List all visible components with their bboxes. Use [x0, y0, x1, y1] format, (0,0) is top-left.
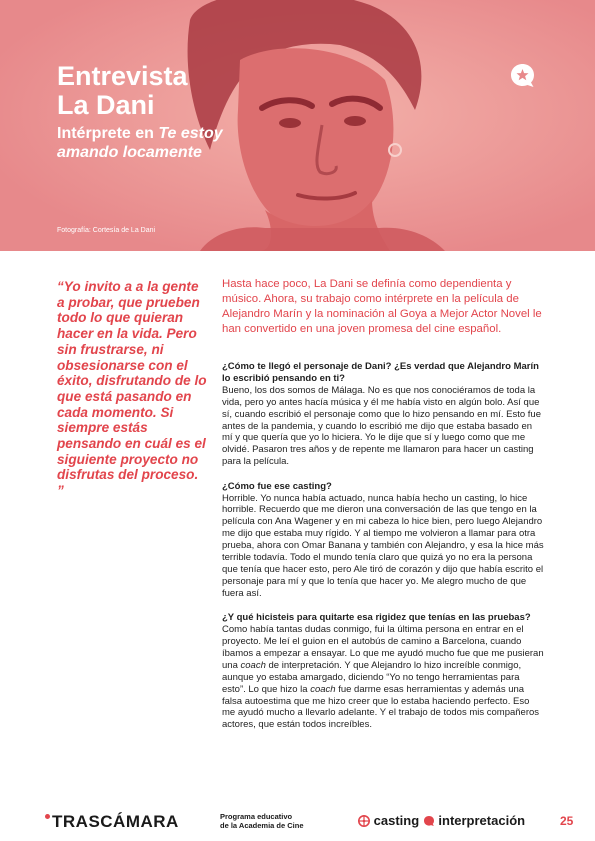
film-reel-icon	[358, 815, 370, 827]
logo-dot-icon	[45, 814, 50, 819]
hero-banner	[0, 0, 595, 251]
pull-quote: “Yo invito a a la gente a probar, que prueben todo lo que quieran hacer en la vida. Pero sin frustrarse, ni obsesionarse con el éxito, disfrutando de lo que está pasando en cada momento. Si siempre estás pensando en cuál es el siguiente proyecto no disfrutas del proceso. ”	[57, 279, 207, 499]
question: ¿Cómo te llegó el personaje de Dani? ¿Es verdad que Alejandro Marín lo escribió pensando en ti?	[222, 361, 539, 384]
interview-body	[222, 361, 544, 744]
subtitle-prefix: Intérprete en	[57, 125, 159, 142]
photo-credit: Fotografía: Cortesía de La Dani	[57, 227, 156, 234]
qa-block	[222, 612, 544, 731]
qa-block	[222, 361, 544, 468]
program-label	[220, 812, 304, 830]
answer-emphasis: coach	[310, 683, 336, 695]
program-line-1: Programa educativo	[220, 812, 293, 821]
logo-text: TRASCÁMARA	[52, 812, 179, 831]
program-line-2: de la Academia de Cine	[220, 821, 304, 830]
lead-paragraph: Hasta hace poco, La Dani se definía como dependienta y músico. Ahora, su trabajo como intérprete en la película de Alejandro Marín y la nominación al Goya a Mejor Actor Novel le han convertido en una joven promesa del cine español.	[222, 278, 542, 335]
film-title: Te estoy amando locamente	[57, 125, 223, 161]
question: ¿Y qué hicisteis para quitarte esa rigidez que tenías en las pruebas?	[222, 612, 531, 624]
qa-block	[222, 481, 544, 600]
section-label	[358, 813, 525, 828]
section-casting: casting	[373, 813, 420, 828]
answer: Horrible. Yo nunca había actuado, nunca había hecho un casting, lo hice horrible. Recuerdo que me dieron una conversación de las que tengo en la película con Ana Wagener y en mi cabeza lo hice bien, pero luego Alejandro me dijo que estaba muy rígido. Y al tiempo me volvieron a llamar para otra prueba, ahora con Omar Banana y también con Alejandro, y esa la hice más terrible todavía. Todo el mundo tenía claro que quizá yo no era la persona que tenía que hacer esto, pero Ale tiró de corazón y dijo que había escrito el personaje para mí y que lo tenía que hacer yo. Me alegro mucho de que fuera así.	[222, 492, 544, 599]
answer-emphasis: coach	[240, 659, 266, 671]
title-line-2: La Dani	[57, 90, 155, 120]
answer-text: fue darme esas herramientas y además una falsa autoestima que me hizo creer que lo estaba haciendo perfecto. Eso me ayudó mucho a llevarlo adelante. Y el trabajo de todos mis compañeros actores, que están todos increíbles.	[222, 683, 540, 731]
interview-subtitle	[57, 124, 277, 162]
speech-bubble-icon	[423, 815, 435, 827]
answer-text: de interpretación. Y que Alejandro lo hizo increíble conmigo, aunque yo estaba amargado, diciendo “Yo no tengo herramientas para esto”. Lo que hizo la	[222, 659, 522, 695]
trascamara-logo	[45, 812, 179, 832]
interview-title	[57, 62, 188, 120]
star-speech-bubble-icon	[509, 62, 536, 89]
answer: Bueno, los dos somos de Málaga. No es que nos conociéramos de toda la vida, pero yo antes hacía música y él me había visto en algún bolo. Así que sí, cuando escribió el personaje como que lo hizo pensando en mí. Esto fue antes de la pandemia, y cuando lo escribió me dijo que estaba basado en mí y que quería que yo lo hiciera. Yo le dije que sí y luego como que me olvidé. Pasaron tres años y de repente me llamaron para hacer un casting para la película.	[222, 384, 541, 468]
question: ¿Cómo fue ese casting?	[222, 480, 332, 492]
page-number: 25	[560, 814, 574, 828]
answer	[222, 624, 544, 731]
section-interpretacion: interpretación	[438, 813, 526, 828]
answer-text: Como había tantas dudas conmigo, fui la última persona en entrar en el proyecto. Me leí el guion en el autobús de camino a Barcelona, cuando íbamos a empezar a ensayar. Lo que me ayudó mucho fue que me pusieran una	[222, 624, 544, 671]
title-line-1: Entrevista	[57, 61, 188, 91]
